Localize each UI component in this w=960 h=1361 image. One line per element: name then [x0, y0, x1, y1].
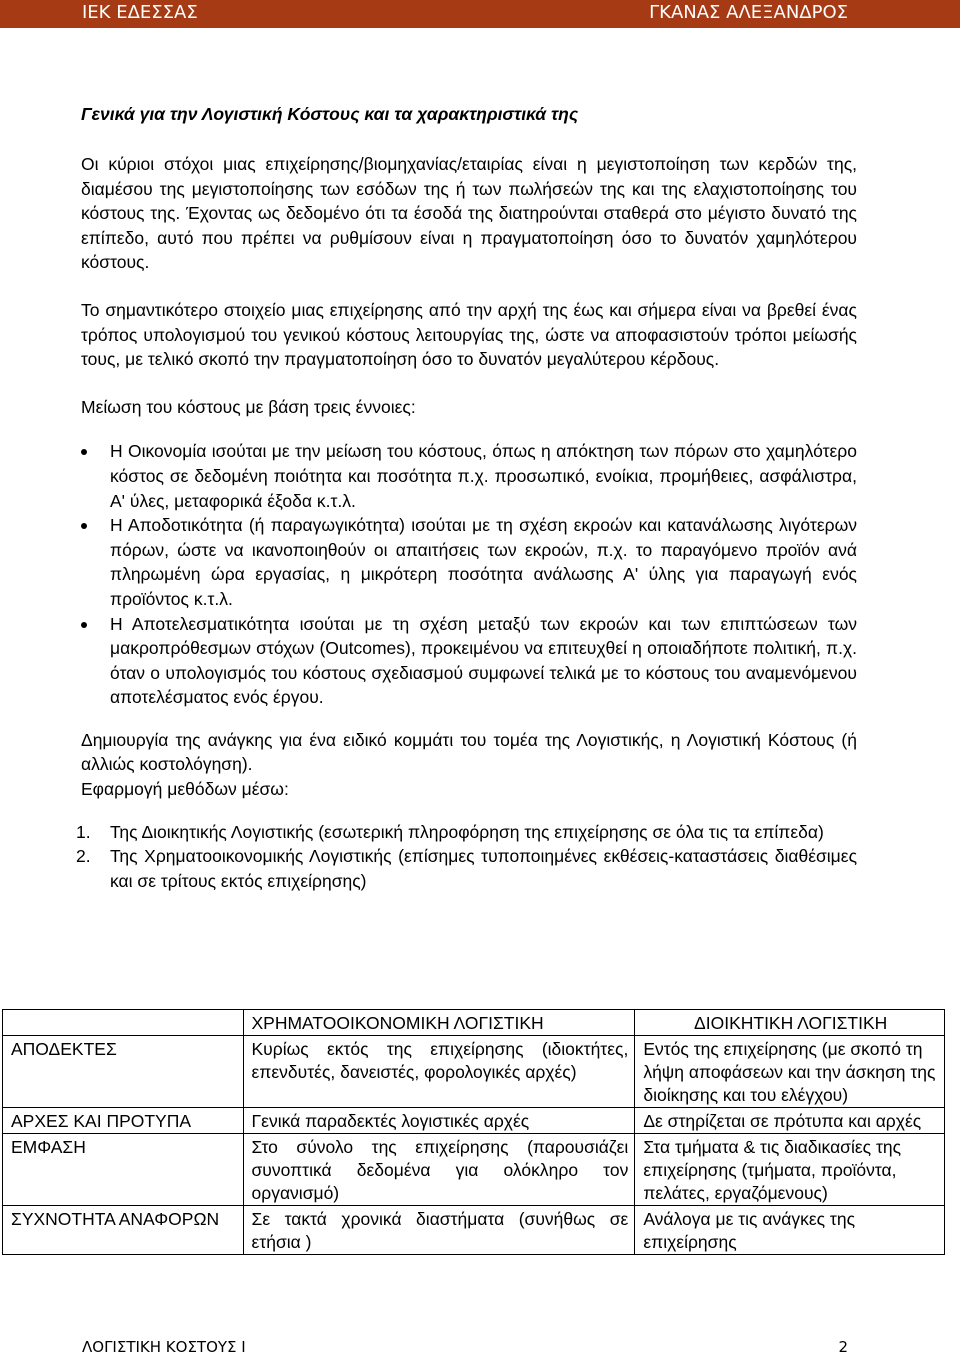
document-body — [76, 104, 857, 893]
paragraph-goals: Οι κύριοι στόχοι μιας επιχείρησης/βιομηχανίας/εταιρίας είναι η μεγιστοποίηση των κερδών της, διαμέσου της μεγιστοποίησης των εσόδων της ή των πωλήσεών της και της ελαχιστοποίησης του κόστους της. Έχοντας ως δεδομένο ότι τα έσοδά της διατηρούνται σταθερά στο μέγιστο δυνατό της επίπεδο, αυτό που πρέπει να ρυθμίσουν είναι η πραγματοποίηση όσο το δυνατόν χαμηλότερου κόστους. — [81, 154, 857, 273]
section-title: Γενικά για την Λογιστική Κόστους και τα χαρακτηριστικά της — [81, 104, 579, 124]
table-row — [3, 1036, 945, 1108]
bullet-icon — [81, 449, 87, 455]
table-row — [3, 1108, 945, 1134]
table-cell: ΑΠΟΔΕΚΤΕΣ — [3, 1036, 244, 1108]
table-row — [3, 1206, 945, 1255]
list-item: 1. Της Διοικητικής Λογιστικής (εσωτερική πληροφόρηση της επιχείρησης σε όλα τις τα επίπεδα) — [76, 821, 824, 842]
table-header-row — [3, 1010, 945, 1036]
table-cell: Ανάλογα με τις ανάγκες της επιχείρησης — [635, 1206, 945, 1255]
table-cell: Κυρίως εκτός της επιχείρησης (ιδιοκτήτες, επενδυτές, δανειστές, φορολογικές αρχές) — [243, 1036, 635, 1108]
table-cell: ΕΜΦΑΣΗ — [3, 1134, 244, 1206]
paragraph-need: Δημιουργία της ανάγκης για ένα ειδικό κομμάτι του τομέα της Λογιστικής, η Λογιστική Κόστους (ή αλλιώς κοστολόγηση). — [81, 729, 857, 775]
footer-title: ΛΟΓΙΣΤΙΚΗ ΚΟΣΤΟΥΣ Ι — [82, 1338, 246, 1356]
paragraph-importance: Το σημαντικότερο στοιχείο μιας επιχείρησης από την αρχή της έως και σήμερα είναι να βρεθεί ένας τρόπος υπολογισμού του γενικού κόστους λειτουργίας της, ώστε να αποφασιστούν τρόποι μείωσής τους, με τελικό σκοπό την πραγματοποίηση όσο το δυνατόν μεγαλύτερου κέρδους. — [81, 299, 857, 370]
list-item: 2. Της Χρηματοοικονομικής Λογιστικής (επίσημες τυποποιημένες εκθέσεις-καταστάσεις διαθέσιμες και σε τρίτους εκτός επιχείρησης) — [76, 846, 857, 891]
concepts-list — [81, 439, 857, 710]
table-row — [3, 1134, 945, 1206]
table-cell: Δε στηρίζεται σε πρότυπα και αρχές — [635, 1108, 945, 1134]
page-number: 2 — [838, 1338, 848, 1356]
table-cell: Εντός της επιχείρησης (με σκοπό τη λήψη αποφάσεων και την άσκηση της διοίκησης και του ελέγχου) — [635, 1036, 945, 1108]
list-item: Η Αποτελεσματικότητα ισούται με τη σχέση μεταξύ των εκροών και των επιπτώσεων των μακροπρόθεσμων στόχων (Outcomes), προκειμένου να επιτευχθεί η οποιαδήποτε πολιτική, π.χ. όταν ο υπολογισμός του κόστους σχεδιασμού συμφωνεί τελικά με το κόστους του αναμενόμενου αποτελέσματος ενός έργου. — [81, 612, 857, 710]
paragraph-concepts-intro: Μείωση του κόστους με βάση τρεις έννοιες: — [81, 396, 416, 417]
table-cell: ΑΡΧΕΣ ΚΑΙ ΠΡΟΤΥΠΑ — [3, 1108, 244, 1134]
header-author: ΓΚΑΝΑΣ ΑΛΕΞΑΝΔΡΟΣ — [649, 2, 848, 23]
header-school: ΙΕΚ ΕΔΕΣΣΑΣ — [82, 2, 198, 23]
page-footer — [82, 1338, 848, 1356]
table-header: ΔΙΟΙΚΗΤΙΚΗ ΛΟΓΙΣΤΙΚΗ — [635, 1010, 945, 1036]
table-header: ΧΡΗΜΑΤΟΟΙΚΟΝΟΜΙΚΗ ΛΟΓΙΣΤΙΚΗ — [243, 1010, 635, 1036]
bullet-icon — [81, 523, 87, 529]
table-cell: Στα τμήματα & τις διαδικασίες της επιχείρησης (τμήματα, προϊόντα, πελάτες, εργαζόμενους) — [635, 1134, 945, 1206]
bullet-icon — [81, 622, 87, 628]
page-header — [0, 0, 960, 28]
list-item: Η Αποδοτικότητα (ή παραγωγικότητα) ισούται με τη σχέση εκροών και κατανάλωσης λιγότερων πόρων, ώστε να ικανοποιηθούν οι απαιτήσεις των εκροών, π.χ. το παραγόμενο προϊόν ανά πληρωμένη ώρα εργασίας, η μικρότερη ποσότητα ανάλωσης Α' ύλης για παραγωγή ενός προϊόντος κ.τ.λ. — [81, 513, 857, 611]
methods-list — [76, 820, 857, 894]
table-cell: Σε τακτά χρονικά διαστήματα (συνήθως σε ετήσια ) — [243, 1206, 635, 1255]
table-cell: ΣΥΧΝΟΤΗΤΑ ΑΝΑΦΟΡΩΝ — [3, 1206, 244, 1255]
comparison-table — [2, 1009, 945, 1255]
table-cell — [3, 1010, 244, 1036]
paragraph-methods: Εφαρμογή μεθόδων μέσω: — [81, 779, 289, 800]
list-item: Η Οικονομία ισούται με την μείωση του κόστους, όπως η απόκτηση των πόρων στο χαμηλότερο κόστος σε δεδομένη ποιότητα και ποσότητα π.χ. προσωπικό, ενοίκια, προμήθειες, ασφάλιστρα, Α' ύλες, μεταφορικά έξοδα κ.τ.λ. — [81, 439, 857, 513]
table-cell: Γενικά παραδεκτές λογιστικές αρχές — [243, 1108, 635, 1134]
table-cell: Στο σύνολο της επιχείρησης (παρουσιάζει συνοπτικά δεδομένα για ολόκληρο τον οργανισμό) — [243, 1134, 635, 1206]
